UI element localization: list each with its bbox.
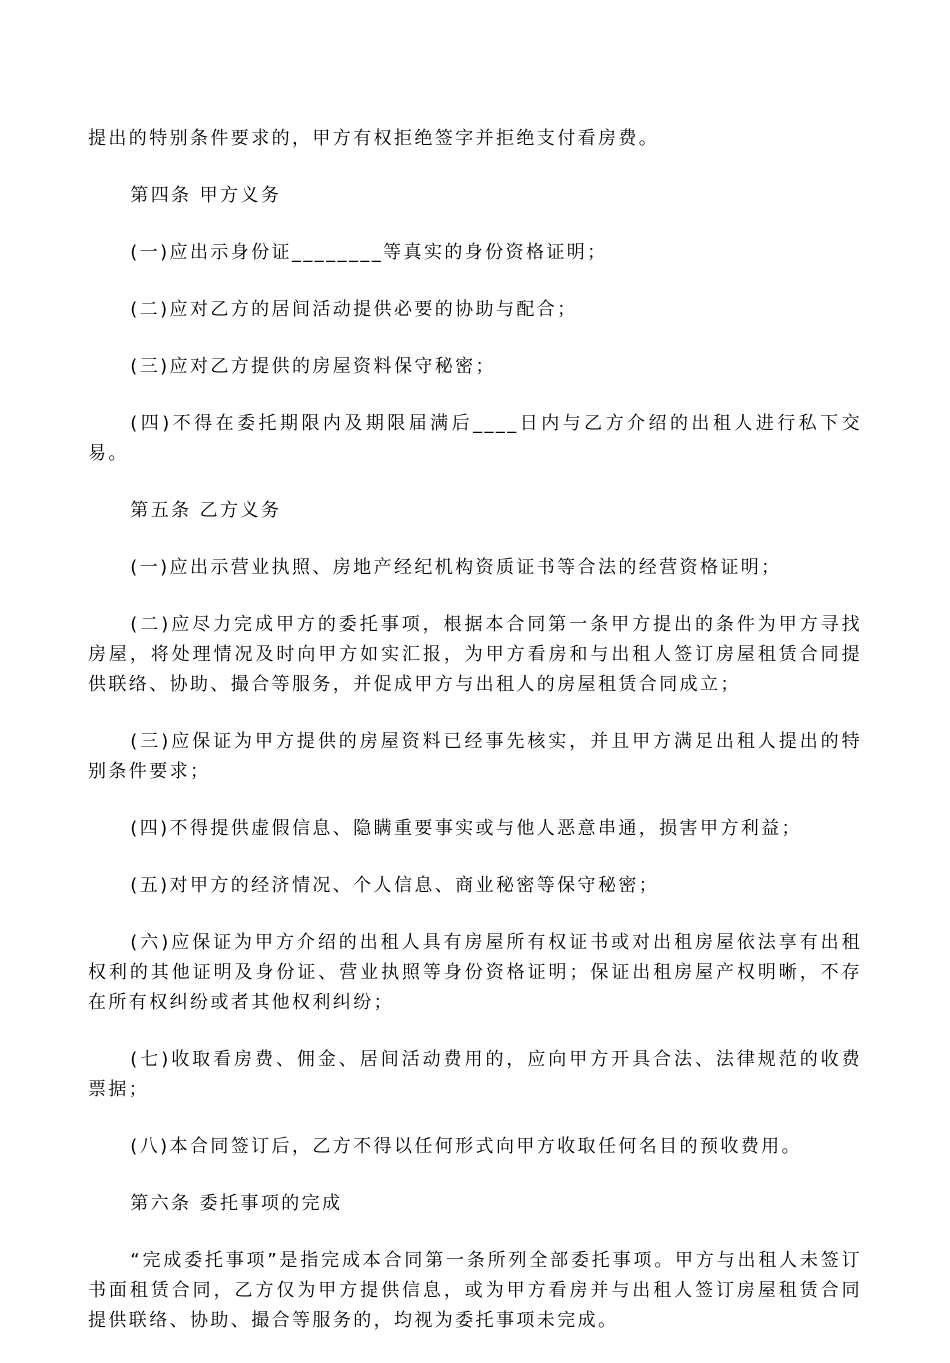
party-b-duty-4: (四)不得提供虚假信息、隐瞒重要事实或与他人恶意串通，损害甲方利益； [130,818,802,839]
party-a-duty-4: (四)不得在委托期限内及期限届满后____日内与乙方介绍的出租人进行私下交易。 [88,413,862,464]
party-b-duty-7: (七)收取看房费、佣金、居间活动费用的，应向甲方开具合法、法律规范的收费票据； [88,1049,862,1100]
party-b-duty-3: (三)应保证为甲方提供的房屋资料已经事先核实，并且甲方满足出租人提出的特别条件要求； [88,731,862,782]
party-a-duty-3: (三)应对乙方提供的房屋资料保守秘密； [130,356,496,377]
document-body [88,124,862,1363]
party-b-duty-6: (六)应保证为甲方介绍的出租人具有房屋所有权证书或对出租房屋依法享有出租权利的其他证明及身份证、营业执照等身份资格证明；保证出租房屋产权明晰，不存在所有权纠纷或者其他权利纠纷； [88,932,862,1013]
article-4-heading: 第四条 甲方义务 [130,185,282,206]
party-a-duty-2: (二)应对乙方的居间活动提供必要的协助与配合； [130,299,578,320]
party-b-duty-8: (八)本合同签订后，乙方不得以任何形式向甲方收取任何名目的预收费用。 [130,1136,802,1157]
completion-definition: “完成委托事项”是指完成本合同第一条所列全部委托事项。甲方与出租人未签订书面租赁合同，乙方仅为甲方提供信息，或为甲方看房并与出租人签订房屋租赁合同提供联络、协助、撮合等服务的，均视为委托事项未完成。 [88,1250,862,1331]
article-6-heading: 第六条 委托事项的完成 [130,1193,343,1214]
party-b-duty-1: (一)应出示营业执照、房地产经纪机构资质证书等合法的经营资格证明； [130,557,782,578]
article-5-heading: 第五条 乙方义务 [130,500,282,521]
party-b-duty-5: (五)对甲方的经济情况、个人信息、商业秘密等保守秘密； [130,875,660,896]
paragraph-continuation: 提出的特别条件要求的，甲方有权拒绝签字并拒绝支付看房费。 [88,128,660,149]
party-a-duty-1: (一)应出示身份证________等真实的身份资格证明； [130,242,608,263]
party-b-duty-2: (二)应尽力完成甲方的委托事项，根据本合同第一条甲方提出的条件为甲方寻找房屋，将处理情况及时向甲方如实汇报，为甲方看房和与出租人签订房屋租赁合同提供联络、协助、撮合等服务，并促成甲方与出租人的房屋租赁合同成立； [88,614,862,695]
